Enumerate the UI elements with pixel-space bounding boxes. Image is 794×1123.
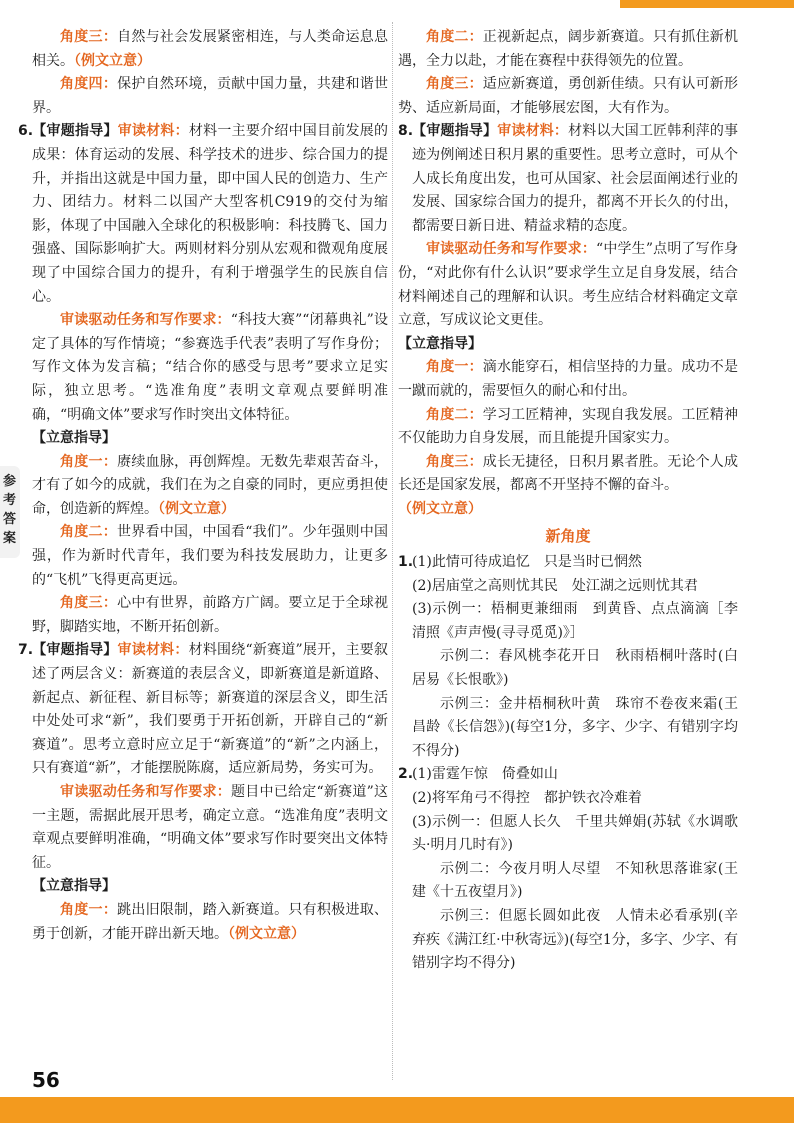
task-label: 审读驱动任务和写作要求： [60,312,231,329]
answer-line: (2)将军角弓不得控 都护铁衣冷难着 [412,790,642,806]
task-text: 题目中已给定“新赛道”这一主题，需据此展开思考，确定立意。“选准角度”表明文章观点要鲜明准确，“明确文体”要求写作时要突出文体特征。 [32,784,388,871]
angle-text: 滴水能穿石，相信坚持的力量。成功不是一蹴而就的，需要恒久的耐心和付出。 [398,359,739,399]
angle-label: 角度三： [426,76,483,93]
paragraph [32,899,388,946]
angle-label: 角度一： [60,453,118,470]
angle-text: 心中有世界，前路方广阔。要立足于全球视野，脚踏实地，不断开拓创新。 [32,595,389,635]
angle-text: 适应新赛道，勇创新佳绩。只有认可新形势、适应新局面，才能够展宏图，大有作为。 [398,76,739,116]
question-8 [398,120,738,238]
paragraph [32,309,388,427]
material-label: 审读材料： [117,642,189,659]
side-tab-label: 参考答案 [3,474,17,546]
angle-text: 自然与社会发展紧密相连，与人类命运息息相关。 [32,29,389,69]
angle-label: 角度三： [60,29,118,45]
answer-line: (3)示例一：但愿人长久 千里共婵娟(苏轼《水调歌头·明月几时有》) [412,813,738,854]
question-number: 8. [398,123,414,140]
paragraph [32,26,388,73]
paragraph [32,451,388,522]
angle-label: 角度一： [426,359,483,376]
angle-label: 角度三： [426,453,483,470]
paragraph [32,781,388,875]
answer-1 [398,551,738,763]
paragraph [32,592,388,639]
paragraph [398,451,738,498]
material-text: 材料以大国工匠韩利萍的事迹为例阐述日积月累的重要性。思考立意时，可从个人成长角度出发，也可从国家、社会层面阐述行业的发展、国家综合国力的提升，都离不开长久的付出，都需要日新日进、精益求精的态度。 [412,123,739,234]
angle-label: 角度四： [60,76,118,93]
example-paragraph [398,498,738,522]
bottom-accent-bar [0,1097,794,1123]
answer-line: 示例三：但愿长圆如此夜 人情未必看承别(辛弃疾《满江红·中秋寄远》)(每空1分，多字、少字、有错别字均不得分) [412,907,738,972]
angle-label: 角度三： [60,595,118,612]
paragraph [398,356,738,403]
answer-2 [398,763,738,975]
answer-line: (3)示例一：梧桐更兼细雨 到黄昏、点点滴滴［李清照《声声慢(寻寻觅觅)》］ [412,601,738,641]
answer-line [398,763,738,787]
section-heading: 【审题指导】 [32,123,118,140]
section-title: 新角度 [545,527,591,546]
paragraph [398,73,738,120]
angle-text: 学习工匠精神，实现自我发展。工匠精神不仅能助力自身发展，而且能提升国家实力。 [398,406,739,447]
section-heading: 【审题指导】 [412,123,498,140]
left-column [18,26,389,946]
example-tag: （例文立意） [158,500,235,517]
section-heading: 【审题指导】 [32,642,118,659]
answer-line: 示例二：今夜月明人尽望 不知秋思落谁家(王建《十五夜望月》) [412,860,738,901]
material-text: 材料一主要介绍中国目前发展的成果：体育运动的发展、科学技术的进步、综合国力的提升，并指出这就是中国力量，即中国人民的创造力、生产力、团结力。材料二以国产大型客机C919的交付为缩影，体现了中国融入全球化的积极影响：科技腾飞、国力强盛、国际影响扩大。两则材料分别从宏观和微观角度展现了中国综合国力的提升，有利于增强学生的民族自信心。 [32,123,389,305]
angle-text: 赓续血脉，再创辉煌。无数先辈艰苦奋斗，才有了如今的成就，我们在为之自豪的同时，更应勇担使命，创造新的辉煌。 [32,453,389,517]
paragraph [398,238,738,332]
example-tag: （例文立意） [228,925,305,942]
example-tag: （例文立意） [74,52,151,69]
answer-line: 示例二：春风桃李花开日 秋雨梧桐叶落时(白居易《长恨歌》) [412,648,738,689]
answer-text: (1)此情可待成追忆 只是当时已惘然 [412,554,642,571]
angle-text: 跳出旧限制，踏入新赛道。只有积极进取、勇于创新，才能开辟出新天地。 [32,901,389,942]
section-heading: 【立意指导】 [32,430,116,447]
answer-text: (1)雷霆乍惊 倚叠如山 [412,766,558,783]
material-label: 审读材料： [117,123,189,140]
question-number: 2. [398,766,414,783]
angle-label: 角度一： [60,901,118,918]
question-number: 7. [18,642,34,659]
answer-line: (2)居庙堂之高则忧其民 处江湖之远则忧其君 [412,577,698,594]
paragraph [398,404,738,451]
paragraph [398,26,738,73]
question-7 [18,639,388,781]
angle-text: 世界看中国，中国看“我们”。少年强则中国强，作为新时代青年，我们要为科技发展助力，让更多的“飞机”飞得更高更远。 [32,524,388,588]
angle-label: 角度二： [426,406,483,423]
question-6 [18,120,389,309]
material-label: 审读材料： [497,123,569,140]
column-divider [392,22,393,1080]
answer-line: 示例三：金井梧桐秋叶黄 珠帘不卷夜来霜(王昌龄《长信怨》)(每空1分，多字、少字、有错别字均不得分) [412,695,738,759]
angle-label: 角度二： [60,524,117,541]
task-label: 审读驱动任务和写作要求： [60,784,231,800]
right-column [398,26,738,976]
section-heading: 【立意指导】 [32,878,116,895]
angle-text: 正视新起点，阔步新赛道。只有抓住新机遇，全力以赴，才能在赛程中获得领先的位置。 [398,29,739,69]
example-tag: （例文立意） [398,500,482,517]
task-text: “中学生”点明了写作身份，“对此你有什么认识”要求学生立足自身发展，结合材料阐述自己的理解和认识。考生应结合材料确定文章立意，写成议论文更佳。 [398,241,738,329]
page-number: 56 [32,1068,60,1092]
paragraph [32,521,388,592]
material-text: 材料围绕“新赛道”展开，主要叙述了两层含义：新赛道的表层含义，即新赛道是新道路、新起点、新征程、新目标等；新赛道的深层含义，即生活中处处可求“新”，我们要勇于开拓创新，开辟自己的“新赛道”。思考立意时应立足于“新赛道”的“新”之内涵上，只有赛道“新”，才能摆脱陈腐，适应新局势，务实可为。 [32,642,388,777]
section-heading: 【立意指导】 [398,335,482,352]
answer-line [398,551,738,575]
angle-text: 成长无捷径，日积月累者胜。无论个人成长还是国家发展，都离不开坚持不懈的奋斗。 [398,453,739,494]
angle-label: 角度二： [426,29,483,45]
question-number: 6. [18,123,34,140]
paragraph [32,73,388,120]
task-label: 审读驱动任务和写作要求： [426,241,597,258]
question-number: 1. [398,554,414,571]
angle-text: 保护自然环境，贡献中国力量，共建和谐世界。 [32,76,389,116]
top-accent-strip [620,0,794,8]
task-text: “科技大赛”“闭幕典礼”设定了具体的写作情境；“参赛选手代表”表明了写作身份；写作文体为发言稿；“结合你的感受与思考”要求立足实际，独立思考。“选准角度”表明文章观点要鲜明准确，“明确文体”要求写作时突出文体特征。 [32,312,388,423]
